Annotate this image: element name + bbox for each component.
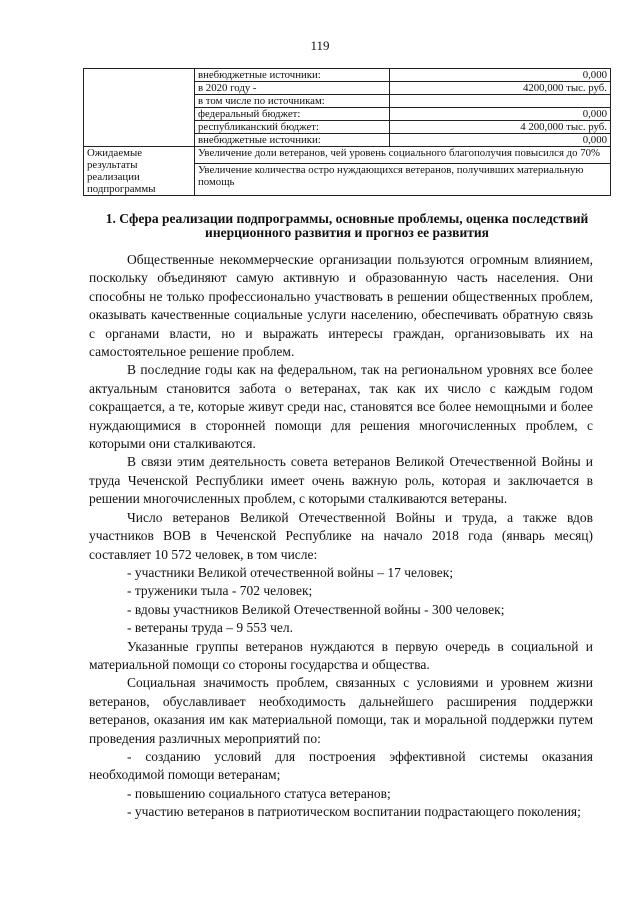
section-body: [89, 251, 593, 822]
list-item: - труженики тыла - 702 человек;: [127, 583, 313, 599]
funding-value: [390, 95, 611, 108]
results-header: Ожидаемые результаты реализации подпрограммы: [84, 147, 195, 196]
list-item: - ветераны труда – 9 553 чел.: [127, 620, 294, 636]
table-row: [84, 147, 611, 164]
page-number: 119: [310, 38, 330, 53]
funding-table: [83, 68, 611, 196]
funding-label: внебюджетные источники:: [195, 69, 390, 82]
paragraph: В связи этим деятельность совета ветеранов Великой Отечественной Войны и труда Чеченской Республики имеет очень важную роль, которая и заключается в решении многочисленных проблем, с которыми сталкиваются ветераны.: [89, 454, 593, 507]
paragraph: Число ветеранов Великой Отечественной Войны и труда, а также вдов участников ВОВ в Чеченской Республике на начало 2018 года (январь месяц) составляет 10 572 человек, в том числе:: [89, 509, 593, 562]
list-item: - вдовы участников Великой Отечественной войны - 300 человек;: [127, 601, 505, 617]
funding-label: республиканский бюджет:: [195, 121, 390, 134]
funding-value: 0,000: [390, 134, 611, 147]
paragraph: В последние годы как на федеральном, так на региональном уровнях все более актуальным становится забота о ветеранах, так как их число с каждым годом сокращается, а те, которые живут среди нас, становятся все более немощными и более нуждающимися в сторонней помощи для решения многочисленных проблем, с которыми они сталкиваются.: [89, 362, 593, 452]
paragraph: Социальная значимость проблем, связанных с условиями и уровнем жизни ветеранов, обуславливает необходимость дальнейшего расширения поддержки ветеранов, оказания им как материальной помощи, так и моральной поддержки путем проведения различных мероприятий по:: [89, 675, 593, 746]
results-item: Увеличение количества остро нуждающихся ветеранов, получивших материальную помощь: [195, 163, 611, 195]
paragraph: Общественные некоммерческие организации пользуются огромным влиянием, поскольку объединяют самую активную и образованную часть населения. Они способны не только профессионально участвовать в решении общественных проблем, оказывать качественные социальные услуги населению, обеспечивать обратную связь с органами власти, но и выражать интересы граждан, организовывать их на самостоятельное решение проблем.: [89, 252, 593, 360]
funding-label: в 2020 году -: [195, 82, 390, 95]
funding-value: 0,000: [390, 69, 611, 82]
funding-value: 4200,000 тыс. руб.: [390, 82, 611, 95]
funding-value: 4 200,000 тыс. руб.: [390, 121, 611, 134]
funding-label: федеральный бюджет:: [195, 108, 390, 121]
list-item: - созданию условий для построения эффективной системы оказания необходимой помощи ветеранам;: [89, 748, 593, 783]
list-item: - повышению социального статуса ветеранов;: [127, 785, 391, 801]
list-item: - участники Великой отечественной войны – 17 человек;: [127, 564, 454, 580]
funding-value: 0,000: [390, 108, 611, 121]
table-row: [84, 69, 611, 82]
paragraph: Указанные группы ветеранов нуждаются в первую очередь в социальной и материальной помощи со стороны государства и общества.: [89, 638, 593, 672]
funding-label: в том числе по источникам:: [195, 95, 390, 108]
list-item: - участию ветеранов в патриотическом воспитании подрастающего поколения;: [127, 804, 581, 820]
results-item: Увеличение доли ветеранов, чей уровень социального благополучия повысился до 70%: [195, 147, 611, 164]
section-title: 1. Сфера реализации подпрограммы, основные проблемы, оценка последствий инерционного развития и прогноз ее развития: [105, 211, 589, 240]
empty-label-cell: [84, 69, 195, 147]
funding-label: внебюджетные источники:: [195, 134, 390, 147]
